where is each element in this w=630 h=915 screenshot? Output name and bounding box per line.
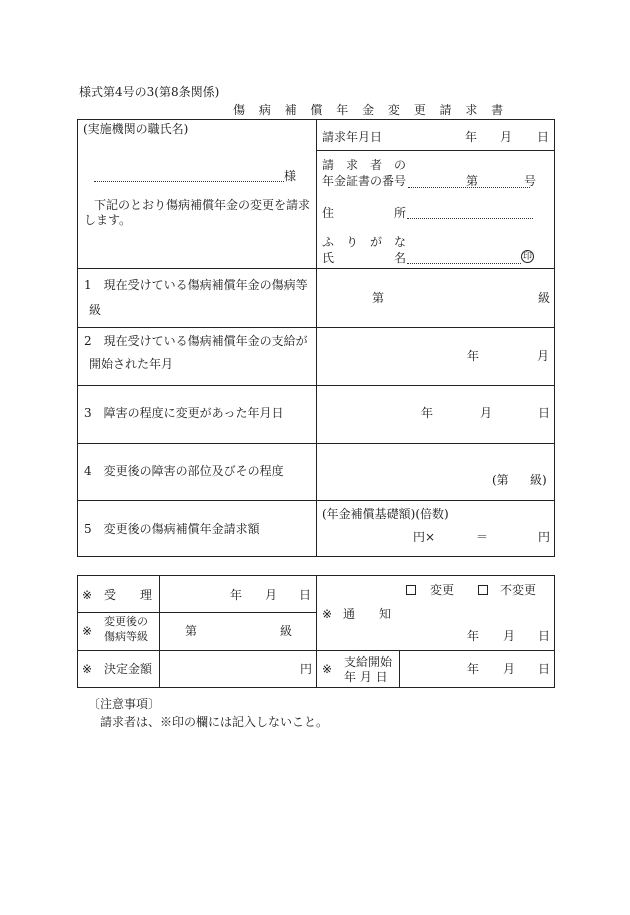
no-change-label: 不変更 bbox=[500, 583, 537, 597]
item2-month: 月 bbox=[537, 349, 550, 363]
receipt-year: 年 bbox=[230, 588, 243, 602]
claimant-label-line2: 年金証書の番号 bbox=[322, 174, 407, 188]
request-date-day: 日 bbox=[537, 130, 550, 144]
change-checkbox[interactable] bbox=[406, 585, 416, 595]
item3-day: 日 bbox=[538, 406, 551, 420]
notice-year: 年 bbox=[467, 629, 480, 643]
receipt-mark: ※ bbox=[82, 588, 93, 602]
item3-year: 年 bbox=[421, 406, 434, 420]
form-number: 様式第4号の3(第8条関係) bbox=[79, 85, 220, 99]
notice-day: 日 bbox=[538, 629, 551, 643]
request-text-line2: します。 bbox=[84, 213, 132, 227]
request-date-year: 年 bbox=[465, 130, 478, 144]
decision-mark: ※ bbox=[82, 662, 93, 676]
claimant-label-line1: 請 求 者 の bbox=[322, 158, 407, 172]
pension-number-dai: 第 bbox=[466, 174, 479, 188]
item4-dai: (第 bbox=[492, 473, 509, 487]
receipt-label: 受 理 bbox=[104, 588, 153, 602]
notice-mark: ※ bbox=[322, 607, 333, 621]
item2-year: 年 bbox=[467, 349, 480, 363]
receipt-month: 月 bbox=[265, 588, 278, 602]
item2-label-line2: 開始された年月 bbox=[89, 357, 174, 371]
form-title: 傷 病 補 償 年 金 変 更 請 求 書 bbox=[233, 103, 509, 117]
no-change-checkbox[interactable] bbox=[478, 585, 488, 595]
start-mark: ※ bbox=[322, 662, 333, 676]
agency-name-field[interactable] bbox=[94, 181, 284, 182]
grade-kyu: 級 bbox=[280, 624, 293, 638]
start-year: 年 bbox=[467, 662, 480, 676]
notes-heading: 〔注意事項〕 bbox=[88, 697, 161, 711]
grade-label-line2: 傷病等級 bbox=[104, 630, 148, 643]
item4-kyu: 級) bbox=[530, 473, 547, 487]
pension-number-go: 号 bbox=[524, 174, 537, 188]
seal-icon: 印 bbox=[522, 252, 532, 262]
item3-label: 3 障害の程度に変更があった年月日 bbox=[84, 406, 284, 420]
item1-label-line1: 1 現在受けている傷病補償年金の傷病等 bbox=[84, 278, 308, 292]
item5-yen-times: 円× bbox=[413, 530, 436, 544]
start-day: 日 bbox=[538, 662, 551, 676]
name-label-2: 名 bbox=[394, 251, 407, 265]
start-month: 月 bbox=[503, 662, 516, 676]
request-text-line1: 下記のとおり傷病補償年金の変更を請求 bbox=[94, 198, 311, 212]
sama-honorific: 様 bbox=[284, 169, 297, 183]
receipt-day: 日 bbox=[299, 588, 312, 602]
start-label-line2: 年 月 日 bbox=[344, 670, 388, 684]
change-label: 変更 bbox=[430, 583, 455, 597]
item5-base-label: (年金補償基礎額)(倍数) bbox=[322, 507, 449, 521]
grade-label-line1: 変更後の bbox=[104, 615, 148, 628]
grade-dai: 第 bbox=[185, 624, 198, 638]
name-label-1: 氏 bbox=[322, 251, 335, 265]
item2-label-line1: 2 現在受けている傷病補償年金の支給が bbox=[84, 334, 308, 348]
item3-month: 月 bbox=[480, 406, 493, 420]
decision-yen: 円 bbox=[300, 662, 313, 676]
item1-label-line2: 級 bbox=[89, 303, 102, 317]
name-field[interactable] bbox=[407, 263, 521, 264]
address-label-1: 住 bbox=[322, 206, 335, 220]
item5-label: 5 変更後の傷病補償年金請求額 bbox=[84, 522, 260, 536]
notice-label: 通 知 bbox=[343, 607, 392, 621]
notes-text: 請求者は、※印の欄には記入しないこと。 bbox=[100, 715, 329, 729]
decision-label: 決定金額 bbox=[104, 662, 153, 676]
furigana-label: ふ り が な bbox=[322, 235, 407, 249]
request-date-month: 月 bbox=[500, 130, 513, 144]
item5-equals: ＝ bbox=[476, 530, 489, 544]
grade-mark: ※ bbox=[82, 624, 93, 638]
item5-yen: 円 bbox=[538, 530, 551, 544]
request-date-label: 請求年月日 bbox=[322, 130, 383, 144]
item1-kyu: 級 bbox=[538, 291, 551, 305]
item1-dai: 第 bbox=[372, 291, 385, 305]
start-label-line1: 支給開始 bbox=[344, 655, 393, 669]
item4-label: 4 変更後の障害の部位及びその程度 bbox=[84, 464, 284, 478]
notice-month: 月 bbox=[503, 629, 516, 643]
address-label-2: 所 bbox=[394, 206, 407, 220]
agency-label: (実施機関の職氏名) bbox=[83, 122, 189, 136]
address-field[interactable] bbox=[407, 218, 533, 219]
